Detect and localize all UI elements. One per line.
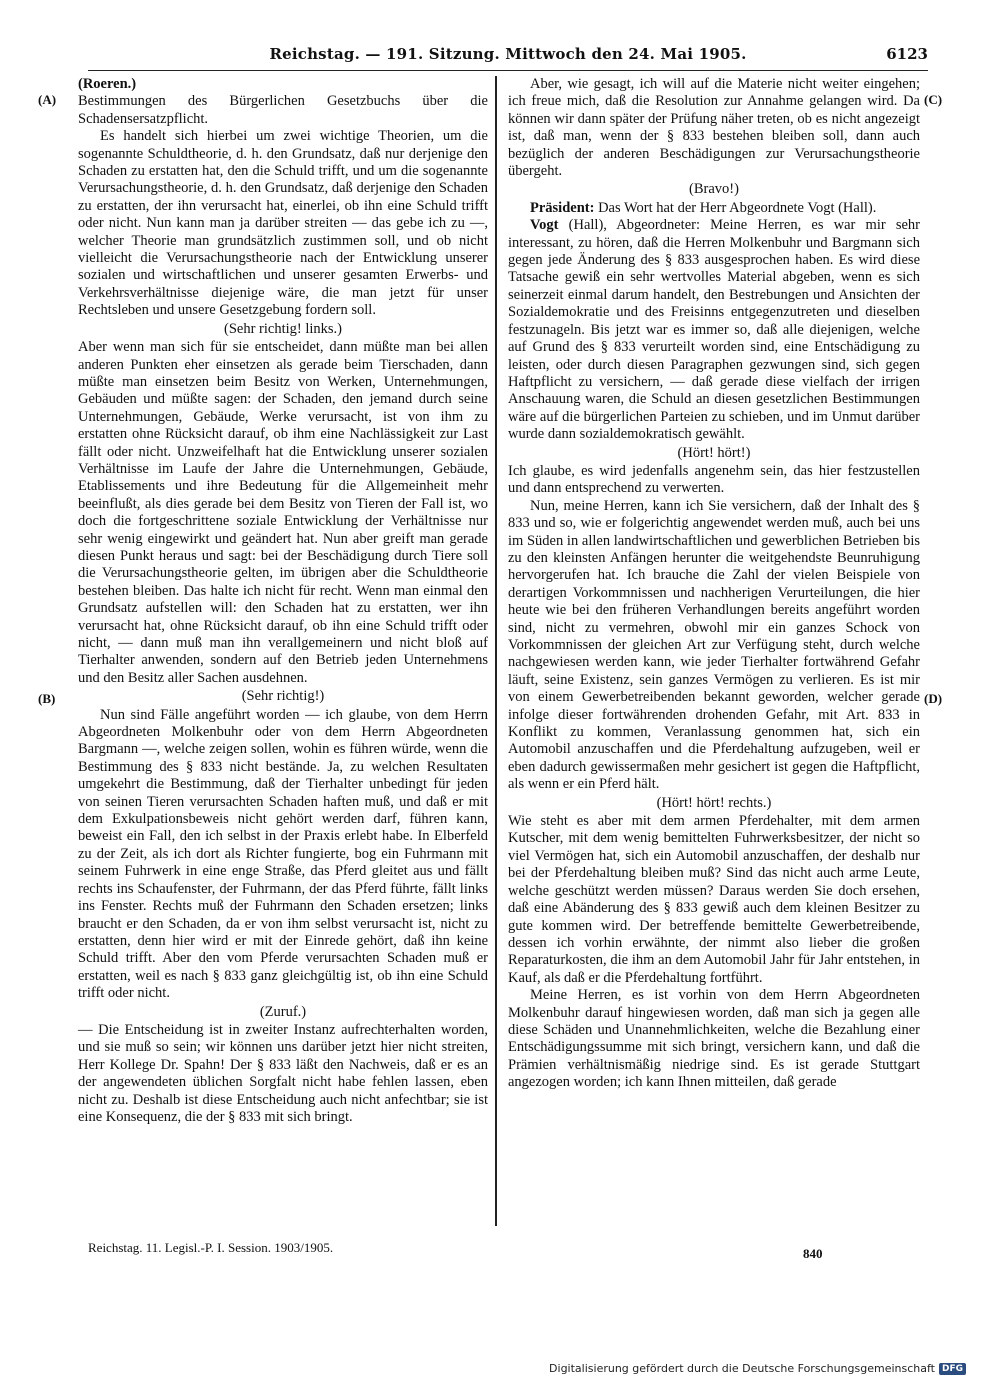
page-header — [88, 44, 928, 71]
dfg-logo-icon: DFG — [939, 1363, 966, 1375]
paragraph: Ich glaube, es wird jedenfalls angenehm sein, das hier festzustellen und dann entsprechend zu verwerten. — [508, 462, 920, 497]
margin-mark-b: (B) — [38, 691, 56, 706]
margin-mark-a: (A) — [38, 92, 57, 107]
paragraph: Aber wenn man sich für sie entscheidet, dann müßte man bei allen anderen Punkten eher einsetzen als gerade beim Tierschaden, dann müßte man einsetzen beim Besitz von Werken, Unternehmungen, Gebäuden und müßte sagen: der Schaden, den jemand durch seine Unternehmungen, Gebäude, Werke verursacht, ist von ihm zu erstatten ohne Rücksicht darauf, ob ihm eine Nachlässigkeit zur Last fällt oder nicht. Unzweifelhaft hat die Entwicklung unserer sozialen Verhältnisse im Laufe der Jahre die Unternehmungen, Gebäude, Etablissements und ihre Bedeutung für die Allgemeinheit mehr beeinflußt, als dies gerade bei dem Besitz von Tieren der Fall ist, wo doch die fortgeschrittene soziale Entwicklung der Verhältnisse nur sehr wenig eingewirkt und geändert hat. Nun aber greift man gerade diesen Punkt heraus und sagt: bei der Beschädigung durch Tiere soll die Verursachungstheorie gelten, im übrigen aber die Schuldtheorie bestehen bleiben. Das halte ich nicht für recht. Wenn man einmal den Grundsatz aufstellen will: den Schaden hat zu erstatten, wer ihn verursacht hat, ohne Rücksicht darauf, ob ihn eine Schuld trifft oder nicht, — dann muß man ihn verallgemeinern und nicht bloß auf Tierhalter anwenden, sondern auf den Betrieb jeden Unternehmens und den Besitz aller Sachen ausdehnen. — [78, 339, 488, 686]
interjection: (Zuruf.) — [259, 1003, 307, 1020]
paragraph-text: (Hall), Abgeordneter: Meine Herren, es war mir sehr interessant, zu hören, daß die Herren Molkenbuhr und Bargmann sich gegen jede Änderung des § 833 ausgesprochen haben. Es wird diese Tatsache gewiß ein sehr wertvolles Material abgeben, wenn es sich seinerzeit einmal darum handelt, den Bestrebungen und Ansichten der Sozialdemokratie und des Freisinns entgegenzutreten und dieselben festzunageln. Bis jetzt war es immer so, daß alle diejenigen, welche auf Grund des § 833 verurteilt worden sind, eine Entschädigung zu leisten, oder durch diesen Paragraphen gezwungen sind, sich gegen Haftpflicht zu versichern, — daß gerade diese vielfach der irrigen Anschauung waren, die Schuld an diesen gesetzlichen Bestimmungen wäre auf die bürgerlichen Parteien zu schieben, und im Unmut darüber wurde dann sozialdemokratisch gewählt. — [508, 217, 920, 443]
paragraph: Meine Herren, es ist vorhin von dem Herrn Abgeordneten Molkenbuhr darauf hingewiesen worden, daß man sich ja gegen alle diese Schäden und Unannehmlichkeiten, welche die Bezahlung einer Entschädigungssumme mit sich bringt, versichern kann, und daß die Prämien verhältnismäßig niedrige sind. Es ist gerade Stuttgart angezogen worden; ich kann Ihnen mitteilen, daß gerade — [508, 987, 920, 1091]
paragraph: Wie steht es aber mit dem armen Pferdehalter, mit dem armen Kutscher, mit dem wenig bemittelten Fuhrwerksbesitzer, der nicht so viel Vermögen hat, sich ein Automobil anzuschaffen, der deshalb nur bei der Pferdehaltung bleiben muß? Sind das nicht auch arme Leute, welche geschützt werden müssen? Daraus werden Sie doch ersehen, daß eine Abänderung des § 833 gewiß auch dem kleinen Besitzer zu gute kommen wird. Der betreffende bemittelte Gewerbetreibende, dessen ich vorhin erwähnte, der nimmt also lieber die großen Reparaturkosten, die ihm an dem Automobil Jahr für Jahr entstehen, in Kauf, als daß er die Pferdehaltung fortführt. — [508, 813, 920, 986]
page-number: 6123 — [886, 45, 928, 63]
speaker-label: Vogt — [530, 217, 559, 234]
paragraph-text: Das Wort hat der Herr Abgeordnete Vogt (Hall). — [594, 199, 877, 216]
speaker-tag: (Roeren.) — [78, 76, 137, 92]
paragraph: — Die Entscheidung ist in zweiter Instanz aufrechterhalten worden, und sie muß so sein; wir können uns darüber jetzt hier nicht streiten, Herr Kollege Dr. Spahn! Der § 833 läßt den Nachweis, daß er es an der angewendeten üblichen Sorgfalt nicht habe fehlen lassen, eben nicht zu. Deshalb ist diese Entscheidung auch nicht anfechtbar; sie ist eine Konsequenz, die der § 833 mit sich bringt. — [78, 1021, 488, 1125]
president-paragraph — [508, 200, 920, 217]
speaker-label: Präsident: — [530, 199, 595, 216]
interjection: (Sehr richtig!) — [241, 688, 325, 705]
paragraph: Bestimmungen des Bürgerlichen Gesetzbuchs über die Schadensersatzpflicht. — [78, 93, 488, 127]
digitization-credit — [549, 1362, 966, 1375]
interjection: (Hört! hört! rechts.) — [656, 794, 772, 811]
margin-mark-c: (C) — [924, 92, 943, 107]
margin-mark-d: (D) — [924, 691, 943, 706]
paragraph: Es handelt sich hierbei um zwei wichtige Theorien, um die sogenannte Schuldtheorie, d. h. den Grundsatz, daß nur derjenige den Schaden zu erstatten hat, den die Schuld trifft, und um die sogenannte Verursachungstheorie, d. h. den Grundsatz, daß derjenige den Schaden zu erstatten, der ihn verursacht hat, einerlei, ob ihn eine Schuld trifft oder nicht. Nun kann man ja darüber streiten — das gebe ich zu —, welcher Theorie man grundsätzlich zustimmen soll, und ob nicht vielleicht die Verursachungstheorie nach der Entwicklung unserer sozialen und wirtschaftlichen und unserer gesamten Erwerbs- und Verkehrsverhältnisse diejenige wäre, die man jetzt für unser Rechtsleben und unsere Gesetzgebung fordern soll. — [78, 128, 488, 319]
running-title: Reichstag. — 191. Sitzung. Mittwoch den 24. Mai 1905. — [269, 45, 747, 63]
paragraph: Aber, wie gesagt, ich will auf die Materie nicht weiter eingehen; ich freue mich, daß die Resolution zur Annahme gelangen wird. Da können wir dann später der Prüfung näher treten, ob es nicht angezeigt ist, daß man, wenn der § 833 bestehen bleiben soll, dann auch bezüglich der anderen Beschädigungen zur Verursachungstheorie übergeht. — [508, 76, 920, 180]
footer-sheet-number: 840 — [803, 1246, 823, 1261]
vogt-paragraph — [508, 217, 920, 443]
column-divider — [495, 76, 497, 1226]
paragraph: Nun sind Fälle angeführt worden — ich glaube, von dem Herrn Abgeordneten Molkenbuhr oder von dem Herrn Abgeordneten Bargmann —, welche zeigen sollen, wohin es führen würde, wenn die Bestimmung des § 833 nicht bestände. Ja, zu welchen Resultaten umgekehrt die Bestimmung, daß der Tierhalter unbedingt für jeden von seinen Tieren verursachten Schaden haften muß, und daß er mit dem Exkulpationsbeweis nicht gehört werden darf, führen kann, beweist ein Fall, den ich selbst in der Praxis erlebt habe. In Elberfeld zu der Zeit, als ich dort als Richter fungierte, bog ein Fuhrmann mit seinem Fuhrwerk in eine enge Straße, das Pferd gleitet aus und fällt rechts ins Schaufenster, der Fuhrmann, der das Pferd führte, fällt links ins Fenster. Rechts muß der Fuhrmann den Schaden ersetzen; links braucht er den Schaden, da er von ihm selbst verursacht ist, nicht zu erstatten, denn hier wird er mit der Einrede gehört, daß ihn keine Schuld trifft. Aber den vom Pferde verursachten Schaden muß er erstatten, weil es nach § 833 ganz gleichgültig ist, ob ihn eine Schuld trifft oder nicht. — [78, 706, 488, 1002]
credit-text: Digitalisierung gefördert durch die Deutsche Forschungsgemeinschaft — [549, 1362, 935, 1375]
right-column — [508, 76, 920, 1092]
footer-session-info: Reichstag. 11. Legisl.-P. I. Session. 1903/1905. — [88, 1240, 334, 1255]
paragraph: Nun, meine Herren, kann ich Sie versichern, daß der Inhalt des § 833 und so, wie er folgerichtig angewendet werden muß, auch bei uns im Süden in allen landwirtschaftlichen und gewerblichen Betrieben bis zu den kleinsten Anfängen herunter die weitgehendste Beunruhigung hervorgerufen hat. Ich brauche die Zahl der vielen Beispiele von derartigen Vorkommnissen und nachherigen Verurteilungen, die hier heute wie bei den früheren Verhandlungen bereits angeführt worden sind, nicht zu vermehren, obwohl mir ein ganzes Schock von Vorkommnissen der gleichen Art zur Verfügung steht, durch welche nachgewiesen werden kann, wie jeder Tierhalter fortwährend Gefahr läuft, seine Existenz, sein ganzes Vermögen zu verlieren. Es ist mir von einem Gewerbetreibenden bekannt geworden, welcher gerade infolge dieser fortwährenden drohenden Gefahr, mit Art. 833 in Konflikt zu kommen, Veranlassung genommen hat, sich ein Automobil anzuschaffen und die Pferdehaltung aufzugeben, weil er eben dadurch gewissermaßen mehr gesichert ist gegen die Haftpflicht, als wenn er ein Pferd hält. — [508, 497, 920, 793]
left-column — [78, 76, 488, 1126]
interjection: (Bravo!) — [689, 181, 739, 198]
interjection: (Sehr richtig! links.) — [224, 320, 342, 337]
interjection: (Hört! hört!) — [677, 444, 751, 461]
